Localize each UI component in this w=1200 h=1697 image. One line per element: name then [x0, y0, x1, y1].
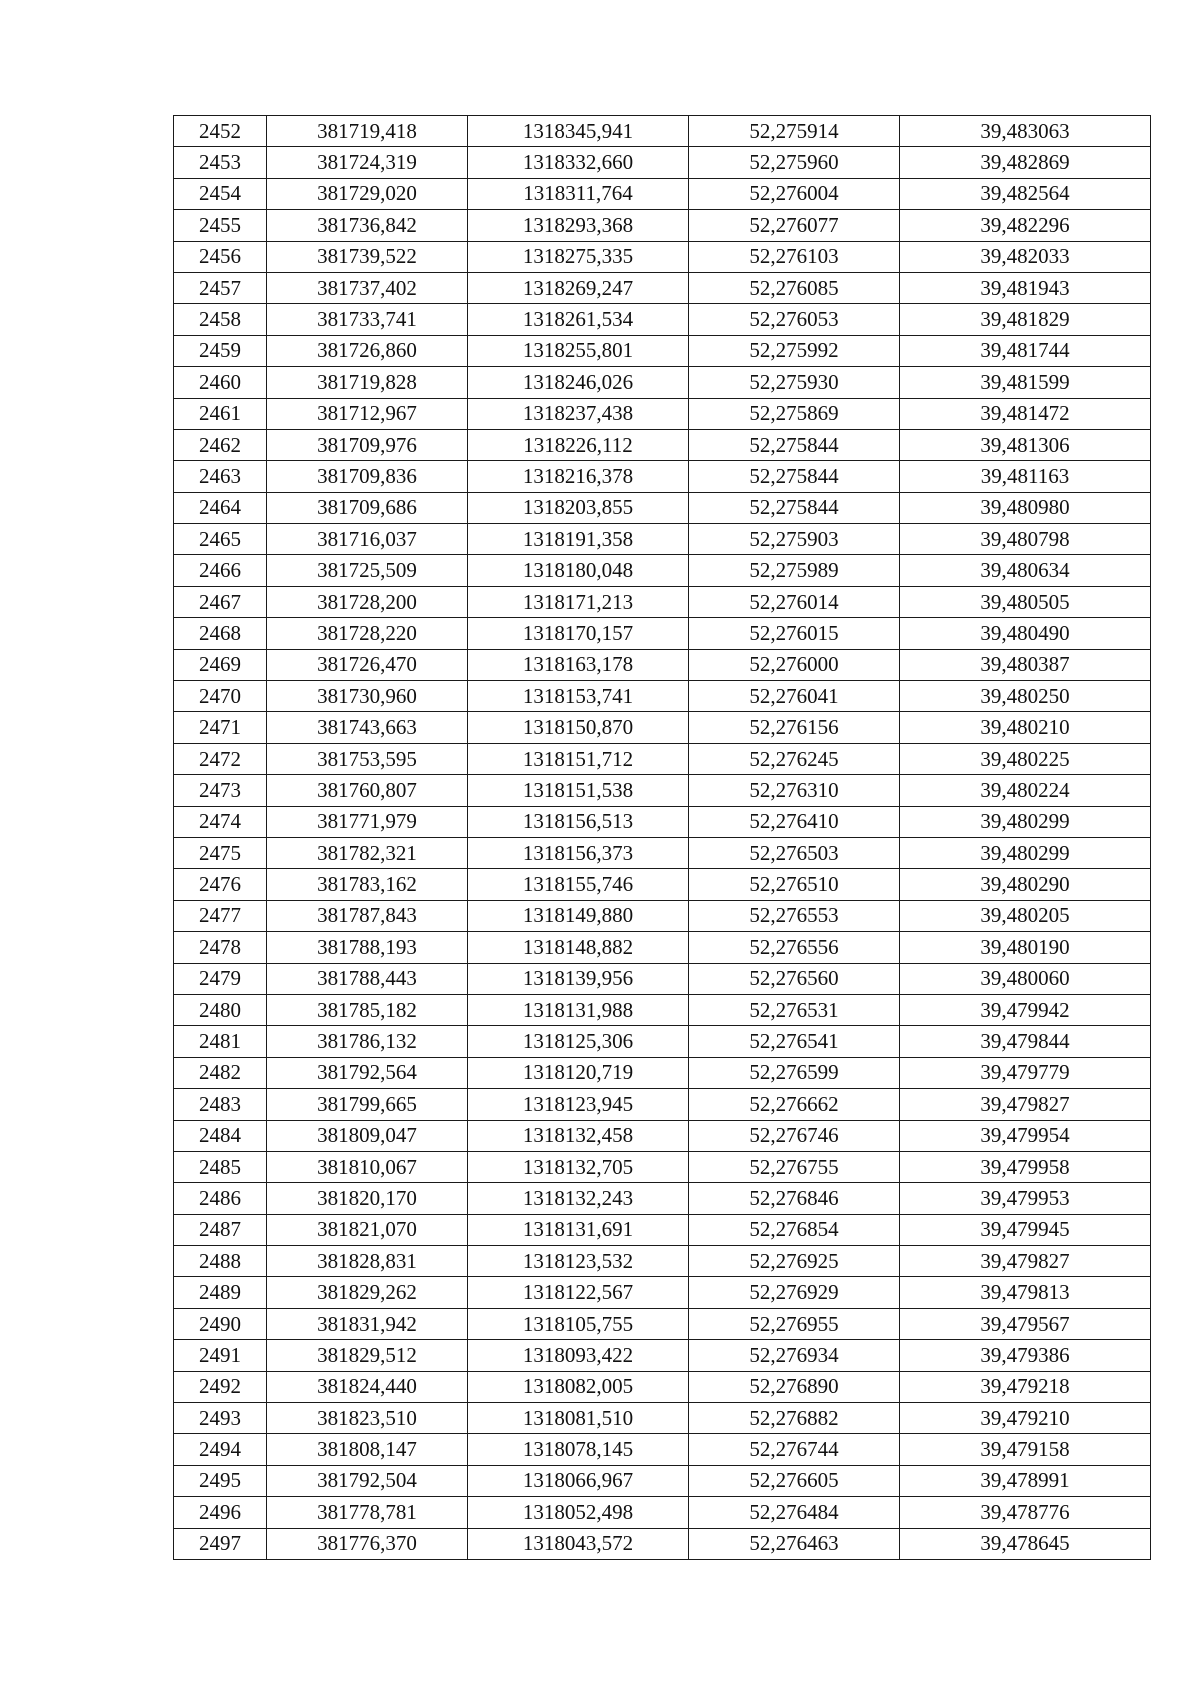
latitude-cell: 52,276925	[689, 1246, 900, 1277]
y-coordinate-cell: 1318081,510	[468, 1403, 689, 1434]
y-coordinate-cell: 1318269,247	[468, 272, 689, 303]
x-coordinate-cell: 381782,321	[267, 837, 468, 868]
x-coordinate-cell: 381709,836	[267, 461, 468, 492]
point-number-cell: 2496	[174, 1497, 267, 1528]
y-coordinate-cell: 1318093,422	[468, 1340, 689, 1371]
table-row	[174, 241, 1151, 272]
table-row	[174, 618, 1151, 649]
latitude-cell: 52,276934	[689, 1340, 900, 1371]
point-number-cell: 2489	[174, 1277, 267, 1308]
table-row	[174, 1246, 1151, 1277]
x-coordinate-cell: 381716,037	[267, 524, 468, 555]
longitude-cell: 39,478776	[900, 1497, 1151, 1528]
y-coordinate-cell: 1318122,567	[468, 1277, 689, 1308]
y-coordinate-cell: 1318105,755	[468, 1308, 689, 1339]
latitude-cell: 52,276004	[689, 178, 900, 209]
point-number-cell: 2465	[174, 524, 267, 555]
point-number-cell: 2454	[174, 178, 267, 209]
latitude-cell: 52,275869	[689, 398, 900, 429]
point-number-cell: 2466	[174, 555, 267, 586]
y-coordinate-cell: 1318156,513	[468, 806, 689, 837]
point-number-cell: 2461	[174, 398, 267, 429]
y-coordinate-cell: 1318311,764	[468, 178, 689, 209]
y-coordinate-cell: 1318139,956	[468, 963, 689, 994]
y-coordinate-cell: 1318132,243	[468, 1183, 689, 1214]
x-coordinate-cell: 381808,147	[267, 1434, 468, 1465]
longitude-cell: 39,480505	[900, 586, 1151, 617]
latitude-cell: 52,276015	[689, 618, 900, 649]
table-row	[174, 900, 1151, 931]
latitude-cell: 52,276053	[689, 304, 900, 335]
latitude-cell: 52,276553	[689, 900, 900, 931]
y-coordinate-cell: 1318180,048	[468, 555, 689, 586]
table-row	[174, 994, 1151, 1025]
longitude-cell: 39,481829	[900, 304, 1151, 335]
longitude-cell: 39,481472	[900, 398, 1151, 429]
table-row	[174, 398, 1151, 429]
x-coordinate-cell: 381783,162	[267, 869, 468, 900]
point-number-cell: 2474	[174, 806, 267, 837]
y-coordinate-cell: 1318078,145	[468, 1434, 689, 1465]
longitude-cell: 39,481599	[900, 367, 1151, 398]
x-coordinate-cell: 381728,200	[267, 586, 468, 617]
point-number-cell: 2480	[174, 994, 267, 1025]
longitude-cell: 39,480490	[900, 618, 1151, 649]
x-coordinate-cell: 381776,370	[267, 1528, 468, 1559]
point-number-cell: 2477	[174, 900, 267, 931]
latitude-cell: 52,276929	[689, 1277, 900, 1308]
x-coordinate-cell: 381788,193	[267, 932, 468, 963]
longitude-cell: 39,479827	[900, 1089, 1151, 1120]
point-number-cell: 2476	[174, 869, 267, 900]
longitude-cell: 39,480634	[900, 555, 1151, 586]
latitude-cell: 52,276014	[689, 586, 900, 617]
point-number-cell: 2491	[174, 1340, 267, 1371]
y-coordinate-cell: 1318226,112	[468, 429, 689, 460]
point-number-cell: 2459	[174, 335, 267, 366]
point-number-cell: 2470	[174, 681, 267, 712]
point-number-cell: 2460	[174, 367, 267, 398]
table-row	[174, 304, 1151, 335]
longitude-cell: 39,480060	[900, 963, 1151, 994]
longitude-cell: 39,480205	[900, 900, 1151, 931]
latitude-cell: 52,275960	[689, 147, 900, 178]
y-coordinate-cell: 1318132,458	[468, 1120, 689, 1151]
latitude-cell: 52,275844	[689, 461, 900, 492]
y-coordinate-cell: 1318043,572	[468, 1528, 689, 1559]
x-coordinate-cell: 381725,509	[267, 555, 468, 586]
point-number-cell: 2497	[174, 1528, 267, 1559]
table-row	[174, 492, 1151, 523]
latitude-cell: 52,276041	[689, 681, 900, 712]
latitude-cell: 52,276103	[689, 241, 900, 272]
longitude-cell: 39,480224	[900, 775, 1151, 806]
latitude-cell: 52,275992	[689, 335, 900, 366]
table-row	[174, 1214, 1151, 1245]
longitude-cell: 39,480299	[900, 806, 1151, 837]
x-coordinate-cell: 381743,663	[267, 712, 468, 743]
x-coordinate-cell: 381726,860	[267, 335, 468, 366]
point-number-cell: 2486	[174, 1183, 267, 1214]
table-row	[174, 806, 1151, 837]
longitude-cell: 39,480980	[900, 492, 1151, 523]
point-number-cell: 2453	[174, 147, 267, 178]
x-coordinate-cell: 381828,831	[267, 1246, 468, 1277]
x-coordinate-cell: 381728,220	[267, 618, 468, 649]
x-coordinate-cell: 381719,418	[267, 116, 468, 147]
point-number-cell: 2475	[174, 837, 267, 868]
y-coordinate-cell: 1318332,660	[468, 147, 689, 178]
y-coordinate-cell: 1318151,712	[468, 743, 689, 774]
table-row	[174, 1434, 1151, 1465]
y-coordinate-cell: 1318293,368	[468, 210, 689, 241]
longitude-cell: 39,479942	[900, 994, 1151, 1025]
latitude-cell: 52,276077	[689, 210, 900, 241]
latitude-cell: 52,275844	[689, 429, 900, 460]
point-number-cell: 2463	[174, 461, 267, 492]
y-coordinate-cell: 1318216,378	[468, 461, 689, 492]
point-number-cell: 2452	[174, 116, 267, 147]
table-row	[174, 210, 1151, 241]
y-coordinate-cell: 1318149,880	[468, 900, 689, 931]
point-number-cell: 2472	[174, 743, 267, 774]
x-coordinate-cell: 381824,440	[267, 1371, 468, 1402]
table-row	[174, 335, 1151, 366]
longitude-cell: 39,479844	[900, 1026, 1151, 1057]
y-coordinate-cell: 1318246,026	[468, 367, 689, 398]
point-number-cell: 2479	[174, 963, 267, 994]
x-coordinate-cell: 381778,781	[267, 1497, 468, 1528]
table-row	[174, 681, 1151, 712]
coordinates-table	[173, 115, 1151, 1560]
y-coordinate-cell: 1318123,945	[468, 1089, 689, 1120]
table-row	[174, 963, 1151, 994]
latitude-cell: 52,276882	[689, 1403, 900, 1434]
point-number-cell: 2483	[174, 1089, 267, 1120]
latitude-cell: 52,275930	[689, 367, 900, 398]
x-coordinate-cell: 381792,504	[267, 1465, 468, 1496]
table-row	[174, 1308, 1151, 1339]
longitude-cell: 39,481943	[900, 272, 1151, 303]
x-coordinate-cell: 381709,686	[267, 492, 468, 523]
latitude-cell: 52,276662	[689, 1089, 900, 1120]
x-coordinate-cell: 381831,942	[267, 1308, 468, 1339]
latitude-cell: 52,276531	[689, 994, 900, 1025]
table-row	[174, 649, 1151, 680]
longitude-cell: 39,480290	[900, 869, 1151, 900]
latitude-cell: 52,276463	[689, 1528, 900, 1559]
y-coordinate-cell: 1318170,157	[468, 618, 689, 649]
x-coordinate-cell: 381821,070	[267, 1214, 468, 1245]
y-coordinate-cell: 1318148,882	[468, 932, 689, 963]
table-row	[174, 1403, 1151, 1434]
longitude-cell: 39,480387	[900, 649, 1151, 680]
x-coordinate-cell: 381809,047	[267, 1120, 468, 1151]
x-coordinate-cell: 381785,182	[267, 994, 468, 1025]
longitude-cell: 39,480250	[900, 681, 1151, 712]
point-number-cell: 2456	[174, 241, 267, 272]
x-coordinate-cell: 381786,132	[267, 1026, 468, 1057]
point-number-cell: 2493	[174, 1403, 267, 1434]
table-row	[174, 116, 1151, 147]
y-coordinate-cell: 1318191,358	[468, 524, 689, 555]
y-coordinate-cell: 1318261,534	[468, 304, 689, 335]
latitude-cell: 52,276854	[689, 1214, 900, 1245]
latitude-cell: 52,276245	[689, 743, 900, 774]
longitude-cell: 39,480798	[900, 524, 1151, 555]
longitude-cell: 39,481163	[900, 461, 1151, 492]
latitude-cell: 52,276503	[689, 837, 900, 868]
longitude-cell: 39,478645	[900, 1528, 1151, 1559]
table-row	[174, 837, 1151, 868]
longitude-cell: 39,479567	[900, 1308, 1151, 1339]
latitude-cell: 52,276605	[689, 1465, 900, 1496]
point-number-cell: 2494	[174, 1434, 267, 1465]
longitude-cell: 39,481306	[900, 429, 1151, 460]
point-number-cell: 2457	[174, 272, 267, 303]
longitude-cell: 39,482564	[900, 178, 1151, 209]
y-coordinate-cell: 1318203,855	[468, 492, 689, 523]
point-number-cell: 2462	[174, 429, 267, 460]
point-number-cell: 2473	[174, 775, 267, 806]
y-coordinate-cell: 1318150,870	[468, 712, 689, 743]
x-coordinate-cell: 381736,842	[267, 210, 468, 241]
table-row	[174, 524, 1151, 555]
latitude-cell: 52,276541	[689, 1026, 900, 1057]
y-coordinate-cell: 1318156,373	[468, 837, 689, 868]
latitude-cell: 52,276000	[689, 649, 900, 680]
y-coordinate-cell: 1318123,532	[468, 1246, 689, 1277]
point-number-cell: 2464	[174, 492, 267, 523]
x-coordinate-cell: 381810,067	[267, 1151, 468, 1182]
table-row	[174, 1183, 1151, 1214]
latitude-cell: 52,276484	[689, 1497, 900, 1528]
longitude-cell: 39,480299	[900, 837, 1151, 868]
latitude-cell: 52,276755	[689, 1151, 900, 1182]
x-coordinate-cell: 381739,522	[267, 241, 468, 272]
x-coordinate-cell: 381709,976	[267, 429, 468, 460]
point-number-cell: 2458	[174, 304, 267, 335]
x-coordinate-cell: 381829,262	[267, 1277, 468, 1308]
table-row	[174, 461, 1151, 492]
latitude-cell: 52,276599	[689, 1057, 900, 1088]
longitude-cell: 39,481744	[900, 335, 1151, 366]
point-number-cell: 2467	[174, 586, 267, 617]
y-coordinate-cell: 1318131,988	[468, 994, 689, 1025]
longitude-cell: 39,480190	[900, 932, 1151, 963]
latitude-cell: 52,275903	[689, 524, 900, 555]
latitude-cell: 52,275914	[689, 116, 900, 147]
table-row	[174, 586, 1151, 617]
x-coordinate-cell: 381787,843	[267, 900, 468, 931]
longitude-cell: 39,482869	[900, 147, 1151, 178]
point-number-cell: 2492	[174, 1371, 267, 1402]
table-row	[174, 1057, 1151, 1088]
table-row	[174, 1371, 1151, 1402]
longitude-cell: 39,480210	[900, 712, 1151, 743]
table-row	[174, 1026, 1151, 1057]
table-row	[174, 932, 1151, 963]
x-coordinate-cell: 381726,470	[267, 649, 468, 680]
x-coordinate-cell: 381771,979	[267, 806, 468, 837]
longitude-cell: 39,480225	[900, 743, 1151, 774]
point-number-cell: 2478	[174, 932, 267, 963]
x-coordinate-cell: 381712,967	[267, 398, 468, 429]
table-row	[174, 272, 1151, 303]
longitude-cell: 39,483063	[900, 116, 1151, 147]
point-number-cell: 2485	[174, 1151, 267, 1182]
y-coordinate-cell: 1318155,746	[468, 869, 689, 900]
longitude-cell: 39,482033	[900, 241, 1151, 272]
table-row	[174, 775, 1151, 806]
latitude-cell: 52,276156	[689, 712, 900, 743]
y-coordinate-cell: 1318255,801	[468, 335, 689, 366]
table-row	[174, 1528, 1151, 1559]
point-number-cell: 2495	[174, 1465, 267, 1496]
longitude-cell: 39,479954	[900, 1120, 1151, 1151]
table-row	[174, 1340, 1151, 1371]
latitude-cell: 52,276746	[689, 1120, 900, 1151]
longitude-cell: 39,478991	[900, 1465, 1151, 1496]
latitude-cell: 52,276890	[689, 1371, 900, 1402]
y-coordinate-cell: 1318153,741	[468, 681, 689, 712]
y-coordinate-cell: 1318171,213	[468, 586, 689, 617]
latitude-cell: 52,276955	[689, 1308, 900, 1339]
y-coordinate-cell: 1318275,335	[468, 241, 689, 272]
point-number-cell: 2482	[174, 1057, 267, 1088]
point-number-cell: 2487	[174, 1214, 267, 1245]
x-coordinate-cell: 381829,512	[267, 1340, 468, 1371]
table-row	[174, 1089, 1151, 1120]
y-coordinate-cell: 1318066,967	[468, 1465, 689, 1496]
longitude-cell: 39,479958	[900, 1151, 1151, 1182]
table-row	[174, 1465, 1151, 1496]
point-number-cell: 2481	[174, 1026, 267, 1057]
y-coordinate-cell: 1318345,941	[468, 116, 689, 147]
table-row	[174, 147, 1151, 178]
table-row	[174, 1497, 1151, 1528]
table-row	[174, 178, 1151, 209]
x-coordinate-cell: 381729,020	[267, 178, 468, 209]
table-row	[174, 743, 1151, 774]
longitude-cell: 39,479953	[900, 1183, 1151, 1214]
latitude-cell: 52,276744	[689, 1434, 900, 1465]
x-coordinate-cell: 381760,807	[267, 775, 468, 806]
y-coordinate-cell: 1318082,005	[468, 1371, 689, 1402]
longitude-cell: 39,479386	[900, 1340, 1151, 1371]
x-coordinate-cell: 381737,402	[267, 272, 468, 303]
x-coordinate-cell: 381730,960	[267, 681, 468, 712]
x-coordinate-cell: 381719,828	[267, 367, 468, 398]
point-number-cell: 2484	[174, 1120, 267, 1151]
table-row	[174, 555, 1151, 586]
y-coordinate-cell: 1318120,719	[468, 1057, 689, 1088]
longitude-cell: 39,479813	[900, 1277, 1151, 1308]
longitude-cell: 39,479210	[900, 1403, 1151, 1434]
y-coordinate-cell: 1318163,178	[468, 649, 689, 680]
x-coordinate-cell: 381724,319	[267, 147, 468, 178]
table-row	[174, 712, 1151, 743]
x-coordinate-cell: 381753,595	[267, 743, 468, 774]
y-coordinate-cell: 1318132,705	[468, 1151, 689, 1182]
x-coordinate-cell: 381788,443	[267, 963, 468, 994]
x-coordinate-cell: 381733,741	[267, 304, 468, 335]
point-number-cell: 2455	[174, 210, 267, 241]
y-coordinate-cell: 1318052,498	[468, 1497, 689, 1528]
point-number-cell: 2488	[174, 1246, 267, 1277]
point-number-cell: 2490	[174, 1308, 267, 1339]
x-coordinate-cell: 381792,564	[267, 1057, 468, 1088]
latitude-cell: 52,276085	[689, 272, 900, 303]
table-row	[174, 367, 1151, 398]
table-row	[174, 1120, 1151, 1151]
table-row	[174, 1277, 1151, 1308]
longitude-cell: 39,479827	[900, 1246, 1151, 1277]
y-coordinate-cell: 1318151,538	[468, 775, 689, 806]
latitude-cell: 52,276510	[689, 869, 900, 900]
point-number-cell: 2469	[174, 649, 267, 680]
latitude-cell: 52,276560	[689, 963, 900, 994]
coordinates-table-body	[174, 116, 1151, 1560]
table-row	[174, 869, 1151, 900]
x-coordinate-cell: 381799,665	[267, 1089, 468, 1120]
table-row	[174, 1151, 1151, 1182]
latitude-cell: 52,276310	[689, 775, 900, 806]
point-number-cell: 2471	[174, 712, 267, 743]
y-coordinate-cell: 1318125,306	[468, 1026, 689, 1057]
x-coordinate-cell: 381820,170	[267, 1183, 468, 1214]
latitude-cell: 52,276556	[689, 932, 900, 963]
y-coordinate-cell: 1318131,691	[468, 1214, 689, 1245]
y-coordinate-cell: 1318237,438	[468, 398, 689, 429]
latitude-cell: 52,275844	[689, 492, 900, 523]
table-row	[174, 429, 1151, 460]
longitude-cell: 39,482296	[900, 210, 1151, 241]
point-number-cell: 2468	[174, 618, 267, 649]
longitude-cell: 39,479779	[900, 1057, 1151, 1088]
x-coordinate-cell: 381823,510	[267, 1403, 468, 1434]
latitude-cell: 52,276846	[689, 1183, 900, 1214]
longitude-cell: 39,479158	[900, 1434, 1151, 1465]
longitude-cell: 39,479218	[900, 1371, 1151, 1402]
latitude-cell: 52,276410	[689, 806, 900, 837]
longitude-cell: 39,479945	[900, 1214, 1151, 1245]
latitude-cell: 52,275989	[689, 555, 900, 586]
